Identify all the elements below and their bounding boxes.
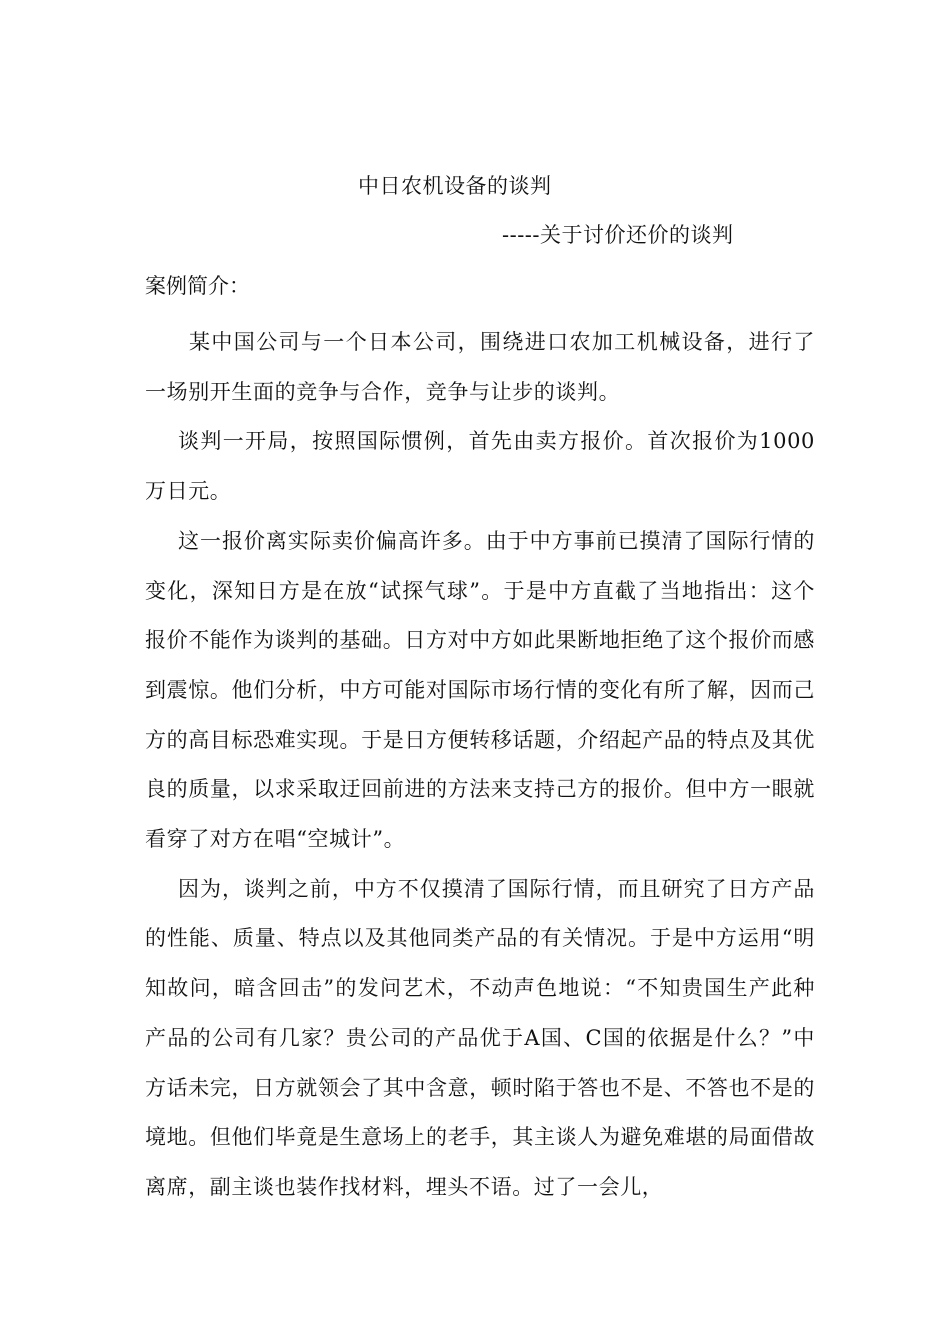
section-heading: 案例简介：: [145, 274, 250, 298]
paragraph-1: 某中国公司与一个日本公司，围绕进口农加工机械设备，进行了一场别开生面的竞争与合作，竞争与让步的谈判。: [145, 330, 815, 404]
paragraph-3: 这一报价离实际卖价偏高许多。由于中方事前已摸清了国际行情的变化，深知日方是在放“试探气球”。于是中方直截了当地指出：这个报价不能作为谈判的基础。日方对中方如此果断地拒绝了这个报价而感到震惊。他们分析，中方可能对国际市场行情的变化有所了解，因而己方的高目标恐难实现。于是日方便转移话题，介绍起产品的特点及其优良的质量，以求采取迂回前进的方法来支持己方的报价。但中方一眼就看穿了对方在唱“空城计”。: [145, 528, 815, 852]
document-title: 中日农机设备的谈判: [358, 174, 552, 198]
document-subtitle: -----关于讨价还价的谈判: [502, 223, 734, 247]
body-text: [145, 318, 815, 1213]
paragraph-2: 谈判一开局，按照国际惯例，首先由卖方报价。首次报价为1000万日元。: [145, 429, 815, 504]
paragraph-4: 因为，谈判之前，中方不仅摸清了国际行情，而且研究了日方产品的性能、质量、特点以及其他同类产品的有关情况。于是中方运用“明知故问，暗含回击”的发问艺术，不动声色地说：“不知贵国生产此种产品的公司有几家？贵公司的产品优于A国、C国的依据是什么？”中方话未完，日方就领会了其中含意，顿时陷于答也不是、不答也不是的境地。但他们毕竟是生意场上的老手，其主谈人为避免难堪的局面借故离席，副主谈也装作找材料，埋头不语。过了一会儿，: [145, 876, 815, 1199]
